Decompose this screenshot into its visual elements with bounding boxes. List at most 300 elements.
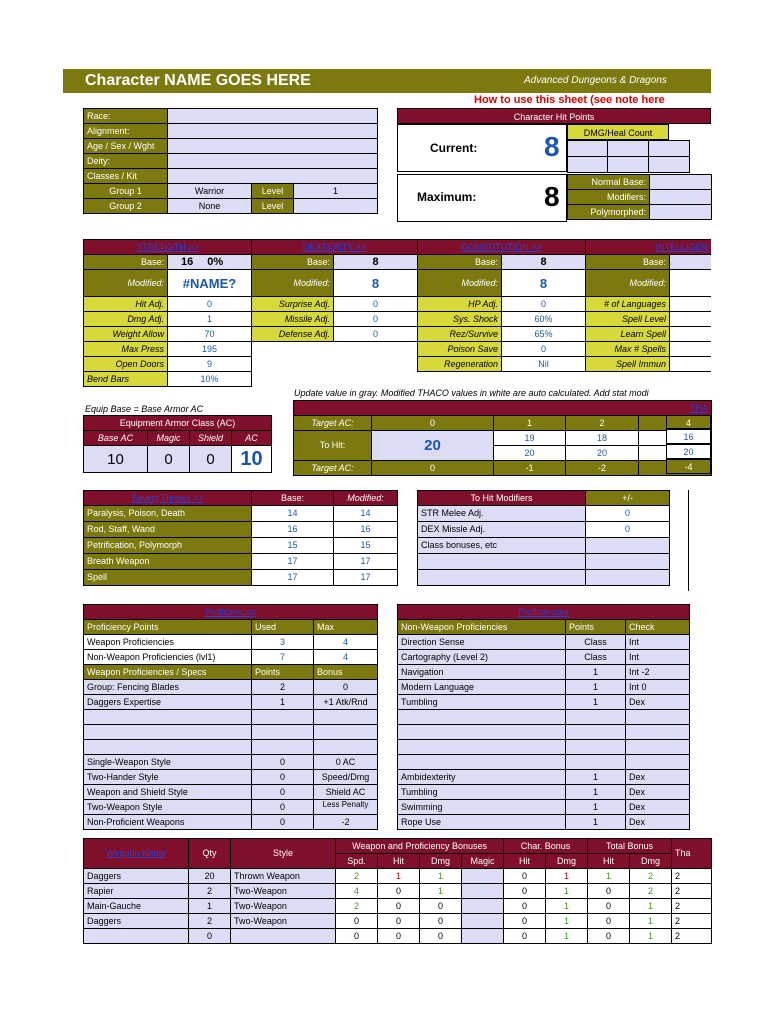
- thaco-ac: 2: [566, 416, 639, 431]
- race-field[interactable]: [168, 109, 378, 124]
- weapon-row: [84, 884, 712, 899]
- style-points[interactable]: 0: [252, 800, 314, 815]
- constitution-table: [417, 239, 586, 372]
- int-row-label: # of Languages: [586, 297, 670, 312]
- prof-point-max: 4: [314, 635, 378, 650]
- polymorphed-label: Polymorphed:: [568, 205, 650, 220]
- weapon-style[interactable]: Thrown Weapon: [231, 869, 336, 884]
- weapon-dmg: 0: [420, 929, 462, 944]
- style-name[interactable]: Weapon and Shield Style: [84, 785, 252, 800]
- total-dmg: 2: [630, 869, 672, 884]
- weapon-row: [84, 899, 712, 914]
- strength-title[interactable]: STRENGTH >>: [84, 240, 252, 255]
- nwp-header: Check: [626, 620, 690, 635]
- normal-base-label: Normal Base:: [568, 175, 650, 190]
- total-ac-value: 10: [232, 446, 272, 473]
- thaco-tohit-value[interactable]: 20: [372, 431, 494, 461]
- nwp-points[interactable]: [566, 755, 626, 770]
- weapon-sub-header: Spd.: [336, 854, 378, 869]
- wp-name[interactable]: [84, 710, 252, 725]
- thaco-ac: 4: [666, 415, 711, 429]
- total-dmg: 1: [630, 914, 672, 929]
- save-name: Petrification, Polymorph: [84, 538, 252, 554]
- nwp-name[interactable]: Tumbling: [398, 695, 566, 710]
- thaco-target-label: Target AC:: [294, 416, 372, 431]
- group1-level[interactable]: 1: [294, 184, 378, 199]
- nwp-check[interactable]: Int 0: [626, 680, 690, 695]
- thaco-table: [293, 400, 712, 476]
- right-edge-mask: [711, 230, 768, 400]
- prof-point-used: 3: [252, 635, 314, 650]
- saves-mod-label: Modified:: [334, 491, 398, 506]
- con-row-label: Sys. Shock: [418, 312, 502, 327]
- con-mod: 8: [502, 270, 586, 297]
- weapon-magic[interactable]: [462, 884, 504, 899]
- nwp-points[interactable]: 1: [566, 785, 626, 800]
- style-bonus[interactable]: Less Penalty: [314, 800, 378, 815]
- magic-ac-value[interactable]: 0: [148, 446, 190, 473]
- nwp-name[interactable]: Ambidexterity: [398, 770, 566, 785]
- con-row-label: Rez/Survive: [418, 327, 502, 342]
- weapon-qty[interactable]: 20: [189, 869, 231, 884]
- nwp-check[interactable]: Dex: [626, 695, 690, 710]
- wp-bonus[interactable]: 0: [314, 680, 378, 695]
- hp-max-value: 8: [544, 181, 560, 212]
- nwp-name[interactable]: Rope Use: [398, 815, 566, 830]
- weapon-magic[interactable]: [462, 869, 504, 884]
- nwp-check[interactable]: Dex: [626, 785, 690, 800]
- game-subtitle: Advanced Dungeons & Dragons: [524, 75, 667, 86]
- str-row-value: 9: [168, 357, 252, 372]
- normal-base-field[interactable]: [650, 175, 712, 190]
- int-row-value: [670, 327, 712, 342]
- tohit-mod-value[interactable]: [586, 554, 670, 570]
- nwp-check[interactable]: Int: [626, 650, 690, 665]
- thaco-title[interactable]: THA: [294, 401, 712, 416]
- nwp-name[interactable]: Direction Sense: [398, 635, 566, 650]
- dmg-cell[interactable]: [608, 157, 649, 173]
- armor-table: [83, 415, 272, 473]
- save-base: 17: [252, 570, 334, 586]
- weapon-spd: 2: [336, 899, 378, 914]
- nwp-points[interactable]: 1: [566, 770, 626, 785]
- wp-bonus[interactable]: [314, 710, 378, 725]
- weapon-magic[interactable]: [462, 914, 504, 929]
- con-row-value: 60%: [502, 312, 586, 327]
- weapon-thaco: 2: [672, 884, 712, 899]
- nwp-check[interactable]: Dex: [626, 800, 690, 815]
- to-hit-modifiers-table: [417, 490, 670, 586]
- thaco-cell: 16: [666, 429, 711, 444]
- wp-points[interactable]: [252, 710, 314, 725]
- bio-label-deity: Deity:: [84, 154, 168, 169]
- nwp-check[interactable]: [626, 755, 690, 770]
- weapon-spd: 4: [336, 884, 378, 899]
- weapon-qty[interactable]: 2: [189, 884, 231, 899]
- style-points[interactable]: 0: [252, 785, 314, 800]
- weapon-spd: 2: [336, 869, 378, 884]
- nwp-check[interactable]: Dex: [626, 815, 690, 830]
- save-base: 17: [252, 554, 334, 570]
- thaco-cell: 20: [494, 446, 566, 461]
- modifiers-label: Modifiers:: [568, 190, 650, 205]
- weapon-spd: 0: [336, 929, 378, 944]
- char-dmg: 1: [546, 899, 588, 914]
- nwp-points[interactable]: 1: [566, 680, 626, 695]
- classes-field[interactable]: [168, 169, 378, 184]
- nwp-header: Non-Weapon Proficiencies: [398, 620, 566, 635]
- weapon-bonus-header: Weapon and Proficiency Bonuses: [336, 839, 504, 854]
- total-hit: 0: [588, 914, 630, 929]
- con-row-label: HP Adj.: [418, 297, 502, 312]
- str-base: 16: [181, 255, 194, 268]
- save-name: Breath Weapon: [84, 554, 252, 570]
- dmg-cell[interactable]: [649, 141, 690, 157]
- weapon-name[interactable]: Daggers: [84, 914, 189, 929]
- dex-row-value: 0: [334, 327, 418, 342]
- str-mod-label: Modified:: [84, 270, 168, 297]
- prof-header: Proficiency Points: [84, 620, 252, 635]
- save-base: 16: [252, 522, 334, 538]
- int-row-label: Spell Level: [586, 312, 670, 327]
- save-name: Rod, Staff, Wand: [84, 522, 252, 538]
- thaco-weapon-header: Tha: [672, 839, 712, 869]
- intelligence-title[interactable]: INTELLIGEN: [586, 240, 712, 255]
- weapon-row: [84, 929, 712, 944]
- nwp-name[interactable]: Navigation: [398, 665, 566, 680]
- dmg-cell[interactable]: [568, 141, 608, 157]
- nwp-name[interactable]: [398, 740, 566, 755]
- style-bonus[interactable]: Shield AC: [314, 785, 378, 800]
- weapon-sub-header: Hit: [378, 854, 420, 869]
- weapon-thaco: 2: [672, 869, 712, 884]
- style-name[interactable]: Non-Proficient Weapons: [84, 815, 252, 830]
- char-dmg: 1: [546, 914, 588, 929]
- weapon-proficiencies-table: [83, 604, 378, 830]
- weapon-style[interactable]: [231, 929, 336, 944]
- save-mod: 16: [334, 522, 398, 538]
- weapon-hit: 0: [378, 929, 420, 944]
- save-mod: 15: [334, 538, 398, 554]
- weapon-style[interactable]: Two-Weapon: [231, 884, 336, 899]
- prof-title[interactable]: Proficiencies: [84, 605, 378, 620]
- shield-ac-value[interactable]: 0: [190, 446, 232, 473]
- equip-note: Equip Base = Base Armor AC: [85, 404, 204, 414]
- save-mod: 17: [334, 570, 398, 586]
- total-hit: 0: [588, 884, 630, 899]
- nwp-name[interactable]: Tumbling: [398, 785, 566, 800]
- save-name: Paralysis, Poison, Death: [84, 506, 252, 522]
- nwp-points[interactable]: 1: [566, 800, 626, 815]
- wp-points[interactable]: [252, 725, 314, 740]
- dmg-heal-grid: [567, 140, 690, 173]
- thaco-cell: 19: [494, 431, 566, 446]
- wp-bonus[interactable]: [314, 740, 378, 755]
- style-bonus[interactable]: 0 AC: [314, 755, 378, 770]
- wp-points[interactable]: 2: [252, 680, 314, 695]
- wp-name[interactable]: Group: Fencing Blades: [84, 680, 252, 695]
- tohit-mod-name[interactable]: [418, 570, 586, 586]
- dex-row-label: Missile Adj.: [252, 312, 334, 327]
- save-mod: 14: [334, 506, 398, 522]
- deity-field[interactable]: [168, 154, 378, 169]
- nwp-points[interactable]: Class: [566, 650, 626, 665]
- weapon-hit: 0: [378, 899, 420, 914]
- group2-value[interactable]: None: [168, 199, 252, 214]
- non-weapon-proficiencies-table: [397, 604, 690, 830]
- constitution-title[interactable]: CONSTITUTION >>: [418, 240, 586, 255]
- hp-base-table: [567, 174, 712, 220]
- hp-current-value[interactable]: 8: [544, 131, 560, 162]
- group1-label: Group 1: [84, 184, 168, 199]
- weapon-magic[interactable]: [462, 929, 504, 944]
- modifiers-field[interactable]: [650, 190, 712, 205]
- style-name[interactable]: Two-Hander Style: [84, 770, 252, 785]
- str-row-label: Dmg Adj.: [84, 312, 168, 327]
- tohit-mod-value: 0: [586, 506, 670, 522]
- str-mod: #NAME?: [168, 270, 252, 297]
- prof-point-used: 7: [252, 650, 314, 665]
- str-row-value: 195: [168, 342, 252, 357]
- thaco-tohit-label: To Hit:: [294, 431, 372, 461]
- weapon-dmg: 0: [420, 914, 462, 929]
- dex-mod-label: Modified:: [252, 270, 334, 297]
- weapon-magic[interactable]: [462, 899, 504, 914]
- thaco-ac: -2: [566, 461, 639, 476]
- tohit-mod-name[interactable]: DEX Missle Adj.: [418, 522, 586, 538]
- weapon-qty[interactable]: 0: [189, 929, 231, 944]
- con-row-value: 65%: [502, 327, 586, 342]
- wp-header: Weapon Proficiencies / Specs: [84, 665, 252, 680]
- nwp-name[interactable]: [398, 725, 566, 740]
- wp-name[interactable]: Daggers Expertise: [84, 695, 252, 710]
- weapon-hit: 0: [378, 884, 420, 899]
- nwp-name[interactable]: Swimming: [398, 800, 566, 815]
- style-bonus[interactable]: Speed/Dmg: [314, 770, 378, 785]
- weapon-style[interactable]: Two-Weapon: [231, 914, 336, 929]
- weapon-sub-header: Hit: [588, 854, 630, 869]
- nwp-check[interactable]: [626, 740, 690, 755]
- int-base-label: Base:: [586, 255, 670, 270]
- age-field[interactable]: [168, 139, 378, 154]
- weapon-sub-header: Hit: [504, 854, 546, 869]
- con-mod-label: Modified:: [418, 270, 502, 297]
- con-base[interactable]: 8: [502, 255, 586, 270]
- polymorphed-field[interactable]: [650, 205, 712, 220]
- bio-table: [83, 108, 378, 214]
- con-row-label: Poison Save: [418, 342, 502, 357]
- str-row-label: Open Doors: [84, 357, 168, 372]
- save-mod: 17: [334, 554, 398, 570]
- thaco-ac: 1: [494, 416, 566, 431]
- bio-label-classes: Classes / Kit: [84, 169, 168, 184]
- char-hit: 0: [504, 884, 546, 899]
- dmg-cell[interactable]: [649, 157, 690, 173]
- nwp-name[interactable]: Cartography (Level 2): [398, 650, 566, 665]
- nwp-points[interactable]: [566, 710, 626, 725]
- nwp-check[interactable]: [626, 725, 690, 740]
- dmg-cell[interactable]: [608, 141, 649, 157]
- nwp-check[interactable]: Dex: [626, 770, 690, 785]
- armor-header: Base AC: [84, 431, 148, 446]
- wp-points[interactable]: 1: [252, 695, 314, 710]
- str-row-label: Hit Adj.: [84, 297, 168, 312]
- int-row-label: Learn Spell: [586, 327, 670, 342]
- nwp-check[interactable]: [626, 710, 690, 725]
- weapon-name[interactable]: Main-Gauche: [84, 899, 189, 914]
- weapon-name[interactable]: Rapier: [84, 884, 189, 899]
- weapon-sub-header: Dmg: [630, 854, 672, 869]
- weapon-name[interactable]: [84, 929, 189, 944]
- prof-point-max: 4: [314, 650, 378, 665]
- weapon-dmg: 1: [420, 869, 462, 884]
- wp-name[interactable]: [84, 740, 252, 755]
- wp-name[interactable]: [84, 725, 252, 740]
- int-base[interactable]: [670, 255, 712, 270]
- bend-bars-label: Bend Bars: [84, 372, 168, 387]
- con-row-value: Nil: [502, 357, 586, 372]
- wp-bonus[interactable]: +1 Atk/Rnd: [314, 695, 378, 710]
- con-base-label: Base:: [418, 255, 502, 270]
- wp-points[interactable]: [252, 740, 314, 755]
- tohit-mod-name[interactable]: STR Melee Adj.: [418, 506, 586, 522]
- help-link[interactable]: How to use this sheet (see note here: [474, 94, 665, 106]
- hp-current-box: [397, 124, 567, 172]
- saving-throws-table: [83, 490, 398, 586]
- con-row-label: Regeneration: [418, 357, 502, 372]
- tohit-right-border: [688, 490, 689, 591]
- tohit-mod-name[interactable]: [418, 554, 586, 570]
- dmg-cell[interactable]: [568, 157, 608, 173]
- weapon-sub-header: Dmg: [546, 854, 588, 869]
- char-hit: 0: [504, 899, 546, 914]
- weapon-name[interactable]: Daggers: [84, 869, 189, 884]
- thaco-cell: 20: [566, 446, 639, 461]
- weapon-qty[interactable]: 2: [189, 914, 231, 929]
- thaco-cell: 20: [666, 444, 711, 459]
- nwp-points[interactable]: 1: [566, 815, 626, 830]
- style-name[interactable]: Two-Weapon Style: [84, 800, 252, 815]
- nwp-header: Points: [566, 620, 626, 635]
- nwp-points[interactable]: Class: [566, 635, 626, 650]
- tohit-mod-value[interactable]: [586, 538, 670, 554]
- base-ac-value[interactable]: 10: [84, 446, 148, 473]
- thaco-ac: -1: [494, 461, 566, 476]
- dexterity-title[interactable]: DEXTERITY >>: [252, 240, 418, 255]
- prof-point-name: Non-Weapon Proficiencies (lvl1): [84, 650, 252, 665]
- thaco-target-label-bottom: Target AC:: [294, 461, 372, 476]
- save-base: 14: [252, 506, 334, 522]
- alignment-field[interactable]: [168, 124, 378, 139]
- int-row-label: Max # Spells: [586, 342, 670, 357]
- con-row-value: 0: [502, 297, 586, 312]
- nwp-points[interactable]: 1: [566, 665, 626, 680]
- tohit-mods-pm: +/-: [586, 491, 670, 506]
- group2-level-label: Level: [252, 199, 294, 214]
- style-name[interactable]: Single-Weapon Style: [84, 755, 252, 770]
- nwp-points[interactable]: 1: [566, 695, 626, 710]
- group1-value[interactable]: Warrior: [168, 184, 252, 199]
- char-dmg: 1: [546, 884, 588, 899]
- con-row-value: 0: [502, 342, 586, 357]
- int-row-label: Spell Immun: [586, 357, 670, 372]
- weapon-spd: 0: [336, 914, 378, 929]
- nwp-points[interactable]: [566, 740, 626, 755]
- style-points[interactable]: 0: [252, 755, 314, 770]
- str-row-label: Weight Allow: [84, 327, 168, 342]
- hp-current-label: Current:: [430, 141, 478, 155]
- weapon-sub-header: Dmg: [420, 854, 462, 869]
- weapon-row: [84, 914, 712, 929]
- char-hit: 0: [504, 914, 546, 929]
- style-points[interactable]: 0: [252, 770, 314, 785]
- bio-label-age: Age / Sex / Wght: [84, 139, 168, 154]
- armor-header: Shield: [190, 431, 232, 446]
- weapon-name-header[interactable]: Weapon Name: [84, 839, 189, 869]
- nwp-check[interactable]: Int -2: [626, 665, 690, 680]
- bio-label-race: Race:: [84, 109, 168, 124]
- char-dmg: 1: [546, 929, 588, 944]
- dex-row-value: 0: [334, 312, 418, 327]
- saves-title[interactable]: Saving Throws >>: [84, 491, 252, 506]
- dex-base[interactable]: 8: [334, 255, 418, 270]
- character-name[interactable]: Character NAME GOES HERE: [85, 72, 311, 89]
- bio-label-alignment: Alignment:: [84, 124, 168, 139]
- hp-title: Character Hit Points: [397, 108, 711, 124]
- nwp-title[interactable]: Proficiencies: [398, 605, 690, 620]
- weapon-dmg: 0: [420, 899, 462, 914]
- str-base-cell[interactable]: [168, 255, 252, 270]
- weapon-qty-header: Qty: [189, 839, 231, 869]
- group1-level-label: Level: [252, 184, 294, 199]
- dex-base-label: Base:: [252, 255, 334, 270]
- weapon-dmg: 1: [420, 884, 462, 899]
- nwp-name[interactable]: [398, 755, 566, 770]
- nwp-check[interactable]: Int: [626, 635, 690, 650]
- wp-bonus[interactable]: [314, 725, 378, 740]
- str-row-value: 0: [168, 297, 252, 312]
- armor-title: Equipment Armor Class (AC): [84, 416, 272, 431]
- int-mod-label: Modified:: [586, 270, 670, 297]
- str-row-value: 1: [168, 312, 252, 327]
- style-bonus[interactable]: -2: [314, 815, 378, 830]
- nwp-name[interactable]: Modern Language: [398, 680, 566, 695]
- thaco-ac: -4: [666, 459, 711, 474]
- dex-mod: 8: [334, 270, 418, 297]
- weapon-hit: 0: [378, 914, 420, 929]
- weapon-sub-header: Magic: [462, 854, 504, 869]
- total-dmg: 1: [630, 899, 672, 914]
- char-bonus-header: Char. Bonus: [504, 839, 588, 854]
- int-row-value: [670, 357, 712, 372]
- nwp-name[interactable]: [398, 710, 566, 725]
- prof-header: Used: [252, 620, 314, 635]
- total-hit: 1: [588, 869, 630, 884]
- tohit-mod-name[interactable]: Class bonuses, etc: [418, 538, 586, 554]
- prof-header: Max: [314, 620, 378, 635]
- total-dmg: 1: [630, 929, 672, 944]
- intelligence-table: [585, 239, 712, 372]
- group2-level[interactable]: [294, 199, 378, 214]
- weapon-qty[interactable]: 1: [189, 899, 231, 914]
- save-base: 15: [252, 538, 334, 554]
- tohit-mod-value[interactable]: [586, 570, 670, 586]
- tohit-mods-title: To Hit Modifiers: [418, 491, 586, 506]
- weapon-style[interactable]: Two-Weapon: [231, 899, 336, 914]
- style-points[interactable]: 0: [252, 815, 314, 830]
- nwp-points[interactable]: [566, 725, 626, 740]
- save-name: Spell: [84, 570, 252, 586]
